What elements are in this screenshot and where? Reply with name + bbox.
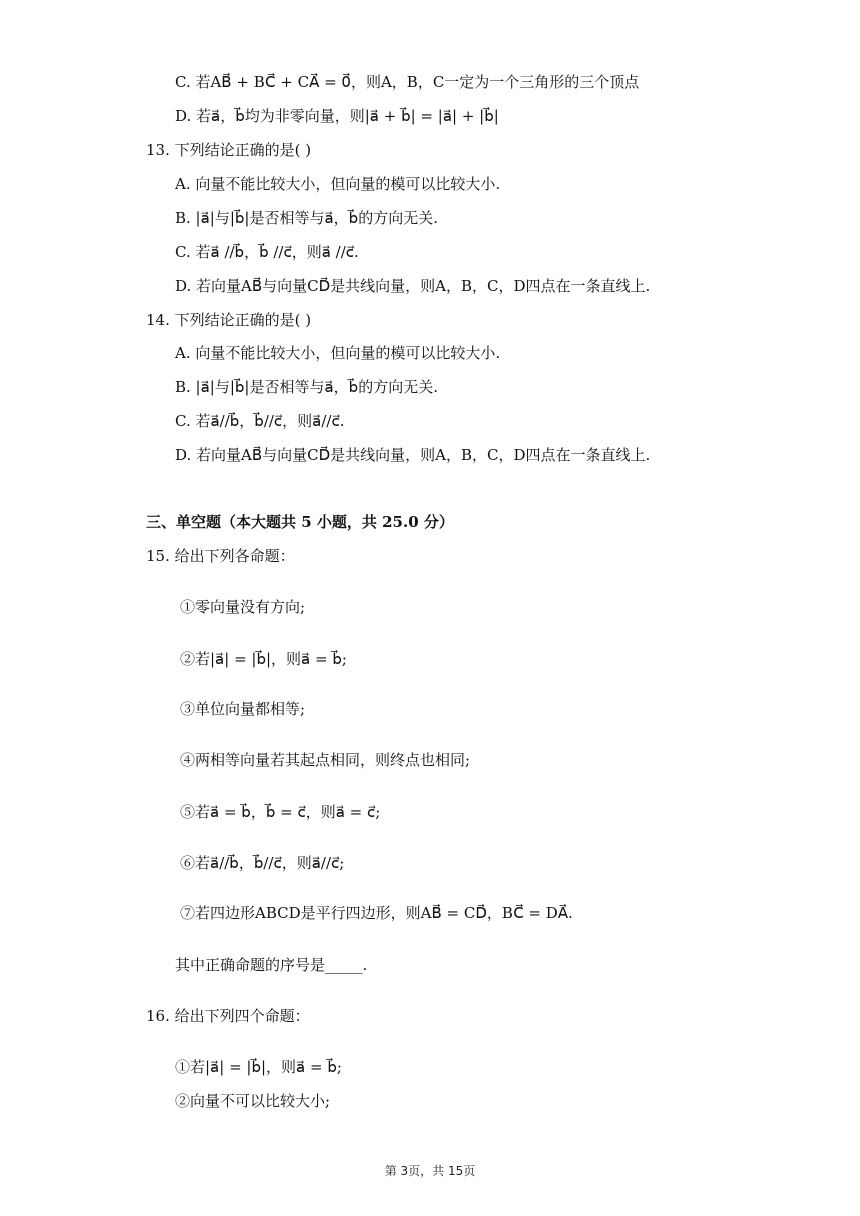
q13-option-c: C. 若a⃗ //b⃗，b⃗ //c⃗，则a⃗ //c⃗.: [175, 243, 359, 261]
q14-stem: 14. 下列结论正确的是( ): [146, 311, 312, 329]
q16-stem: 16. 给出下列四个命题：: [146, 1007, 310, 1025]
q14-option-c: C. 若a⃗//b⃗，b⃗//c⃗，则a⃗//c⃗.: [175, 412, 345, 430]
q15-statement-1: ①零向量没有方向;: [180, 598, 306, 616]
page-footer: 第 3页，共 15页: [384, 1164, 476, 1178]
q15-statement-2: ②若|a⃗| = |b⃗|，则a⃗ = b⃗;: [180, 650, 347, 668]
q15-statement-5: ⑤若a⃗ = b⃗，b⃗ = c⃗，则a⃗ = c⃗;: [180, 803, 381, 821]
section-heading: 三、单空题（本大题共 5 小题，共 25.0 分）: [146, 513, 454, 531]
q15-stem: 15. 给出下列各命题：: [146, 547, 295, 565]
q12-option-d: D. 若a⃗，b⃗均为非零向量，则|a⃗ + b⃗| = |a⃗| + |b⃗|: [175, 107, 499, 125]
q14-option-a: A. 向量不能比较大小，但向量的模可以比较大小.: [175, 344, 501, 362]
q15-statement-3: ③单位向量都相等;: [180, 700, 306, 718]
q13-option-d: D. 若向量AB⃗与向量CD⃗是共线向量，则A，B，C，D四点在一条直线上.: [175, 277, 651, 295]
q12-option-c: C. 若AB⃗ + BC⃗ + CA⃗ = 0⃗，则A，B，C一定为一个三角形的三个顶点: [175, 73, 640, 91]
q14-option-d: D. 若向量AB⃗与向量CD⃗是共线向量，则A，B，C，D四点在一条直线上.: [175, 446, 651, 464]
q16-statement-1: ①若|a⃗| = |b⃗|，则a⃗ = b⃗;: [175, 1058, 342, 1076]
q13-option-b: B. |a⃗|与|b⃗|是否相等与a⃗，b⃗的方向无关.: [175, 209, 438, 227]
q15-answer-prompt: 其中正确命题的序号是_____.: [175, 956, 368, 974]
q16-statement-2: ②向量不可以比较大小;: [175, 1092, 331, 1110]
q13-stem: 13. 下列结论正确的是( ): [146, 141, 312, 159]
q14-option-b: B. |a⃗|与|b⃗|是否相等与a⃗，b⃗的方向无关.: [175, 378, 438, 396]
q15-statement-7: ⑦若四边形ABCD是平行四边形，则AB⃗ = CD⃗，BC⃗ = DA⃗.: [180, 904, 573, 922]
q15-statement-4: ④两相等向量若其起点相同，则终点也相同;: [180, 751, 471, 769]
q13-option-a: A. 向量不能比较大小，但向量的模可以比较大小.: [175, 175, 501, 193]
q15-statement-6: ⑥若a⃗//b⃗，b⃗//c⃗，则a⃗//c⃗;: [180, 854, 345, 872]
